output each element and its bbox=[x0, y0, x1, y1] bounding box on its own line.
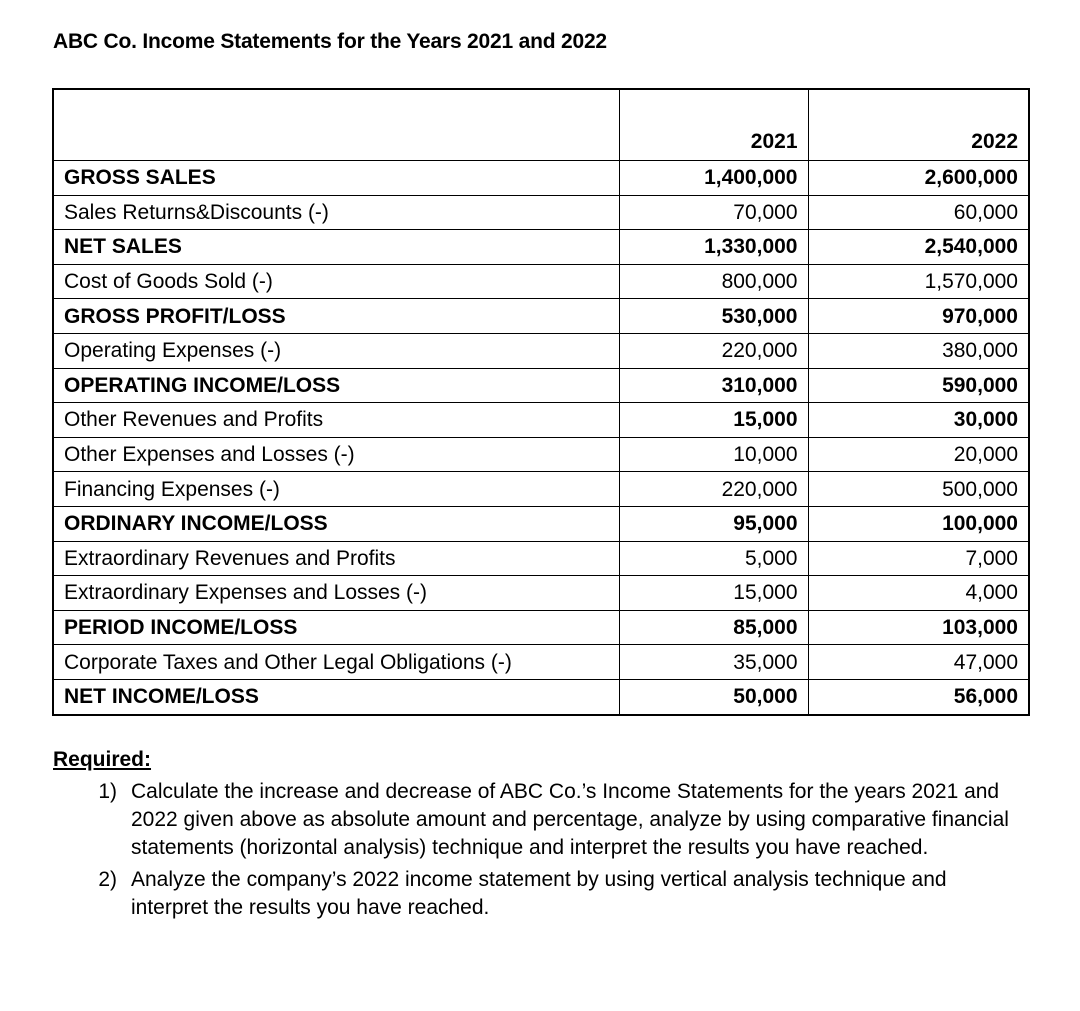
required-item-text: Analyze the company’s 2022 income statement by using vertical analysis technique and interpret the results you have reached. bbox=[131, 868, 947, 919]
row-label: Sales Returns&Discounts (-) bbox=[53, 195, 619, 230]
value-2021: 220,000 bbox=[619, 333, 808, 368]
value-2021: 10,000 bbox=[619, 437, 808, 472]
value-2021: 85,000 bbox=[619, 610, 808, 645]
table-row bbox=[53, 161, 1029, 196]
document-title: ABC Co. Income Statements for the Years 2021 and 2022 bbox=[53, 30, 607, 53]
row-label: GROSS PROFIT/LOSS bbox=[53, 299, 619, 334]
row-label: Other Revenues and Profits bbox=[53, 403, 619, 438]
value-2022: 30,000 bbox=[808, 403, 1029, 438]
value-2022: 380,000 bbox=[808, 333, 1029, 368]
value-2022: 4,000 bbox=[808, 576, 1029, 611]
value-2021: 35,000 bbox=[619, 645, 808, 680]
row-label: OPERATING INCOME/LOSS bbox=[53, 368, 619, 403]
value-2022: 20,000 bbox=[808, 437, 1029, 472]
required-item-text: Calculate the increase and decrease of ABC Co.’s Income Statements for the years 2021 and 2022 given above as absolute amount and percentage, analyze by using comparative financial statements (horizontal analysis) technique and interpret the results you have reached. bbox=[131, 780, 1009, 859]
table-row bbox=[53, 333, 1029, 368]
required-item bbox=[53, 866, 1013, 922]
value-2021: 220,000 bbox=[619, 472, 808, 507]
table-row bbox=[53, 610, 1029, 645]
value-2022: 56,000 bbox=[808, 679, 1029, 714]
value-2022: 970,000 bbox=[808, 299, 1029, 334]
value-2022: 2,600,000 bbox=[808, 161, 1029, 196]
row-label: Other Expenses and Losses (-) bbox=[53, 437, 619, 472]
required-section bbox=[53, 748, 1013, 926]
value-2022: 1,570,000 bbox=[808, 264, 1029, 299]
table-row bbox=[53, 403, 1029, 438]
value-2021: 95,000 bbox=[619, 506, 808, 541]
value-2022: 2,540,000 bbox=[808, 230, 1029, 265]
income-statement-table bbox=[52, 88, 1030, 716]
table-header-row bbox=[53, 89, 1029, 161]
row-label: Extraordinary Expenses and Losses (-) bbox=[53, 576, 619, 611]
header-year-2021: 2021 bbox=[619, 89, 808, 161]
value-2021: 1,330,000 bbox=[619, 230, 808, 265]
value-2021: 70,000 bbox=[619, 195, 808, 230]
value-2022: 100,000 bbox=[808, 506, 1029, 541]
value-2021: 800,000 bbox=[619, 264, 808, 299]
row-label: Corporate Taxes and Other Legal Obligations (-) bbox=[53, 645, 619, 680]
table-row bbox=[53, 645, 1029, 680]
row-label: ORDINARY INCOME/LOSS bbox=[53, 506, 619, 541]
value-2022: 7,000 bbox=[808, 541, 1029, 576]
table-row bbox=[53, 506, 1029, 541]
row-label: NET INCOME/LOSS bbox=[53, 679, 619, 714]
table-row bbox=[53, 368, 1029, 403]
table-row bbox=[53, 299, 1029, 334]
value-2021: 530,000 bbox=[619, 299, 808, 334]
value-2021: 15,000 bbox=[619, 403, 808, 438]
required-item-number: 2) bbox=[98, 868, 117, 891]
required-item-number: 1) bbox=[98, 780, 117, 803]
row-label: NET SALES bbox=[53, 230, 619, 265]
value-2021: 5,000 bbox=[619, 541, 808, 576]
table-row bbox=[53, 541, 1029, 576]
value-2022: 500,000 bbox=[808, 472, 1029, 507]
required-heading: Required: bbox=[53, 748, 152, 771]
value-2021: 310,000 bbox=[619, 368, 808, 403]
row-label: Extraordinary Revenues and Profits bbox=[53, 541, 619, 576]
table-row bbox=[53, 264, 1029, 299]
value-2022: 590,000 bbox=[808, 368, 1029, 403]
header-year-2022: 2022 bbox=[808, 89, 1029, 161]
required-list bbox=[53, 778, 1013, 922]
table-row bbox=[53, 195, 1029, 230]
row-label: Cost of Goods Sold (-) bbox=[53, 264, 619, 299]
header-label-cell bbox=[53, 89, 619, 161]
row-label: Operating Expenses (-) bbox=[53, 333, 619, 368]
table-row bbox=[53, 472, 1029, 507]
value-2021: 50,000 bbox=[619, 679, 808, 714]
value-2022: 47,000 bbox=[808, 645, 1029, 680]
row-label: Financing Expenses (-) bbox=[53, 472, 619, 507]
row-label: GROSS SALES bbox=[53, 161, 619, 196]
value-2022: 103,000 bbox=[808, 610, 1029, 645]
required-item bbox=[53, 778, 1013, 862]
value-2022: 60,000 bbox=[808, 195, 1029, 230]
table-row bbox=[53, 230, 1029, 265]
value-2021: 15,000 bbox=[619, 576, 808, 611]
table-row bbox=[53, 576, 1029, 611]
value-2021: 1,400,000 bbox=[619, 161, 808, 196]
table-body bbox=[53, 161, 1029, 715]
table-row bbox=[53, 679, 1029, 714]
table-row bbox=[53, 437, 1029, 472]
row-label: PERIOD INCOME/LOSS bbox=[53, 610, 619, 645]
